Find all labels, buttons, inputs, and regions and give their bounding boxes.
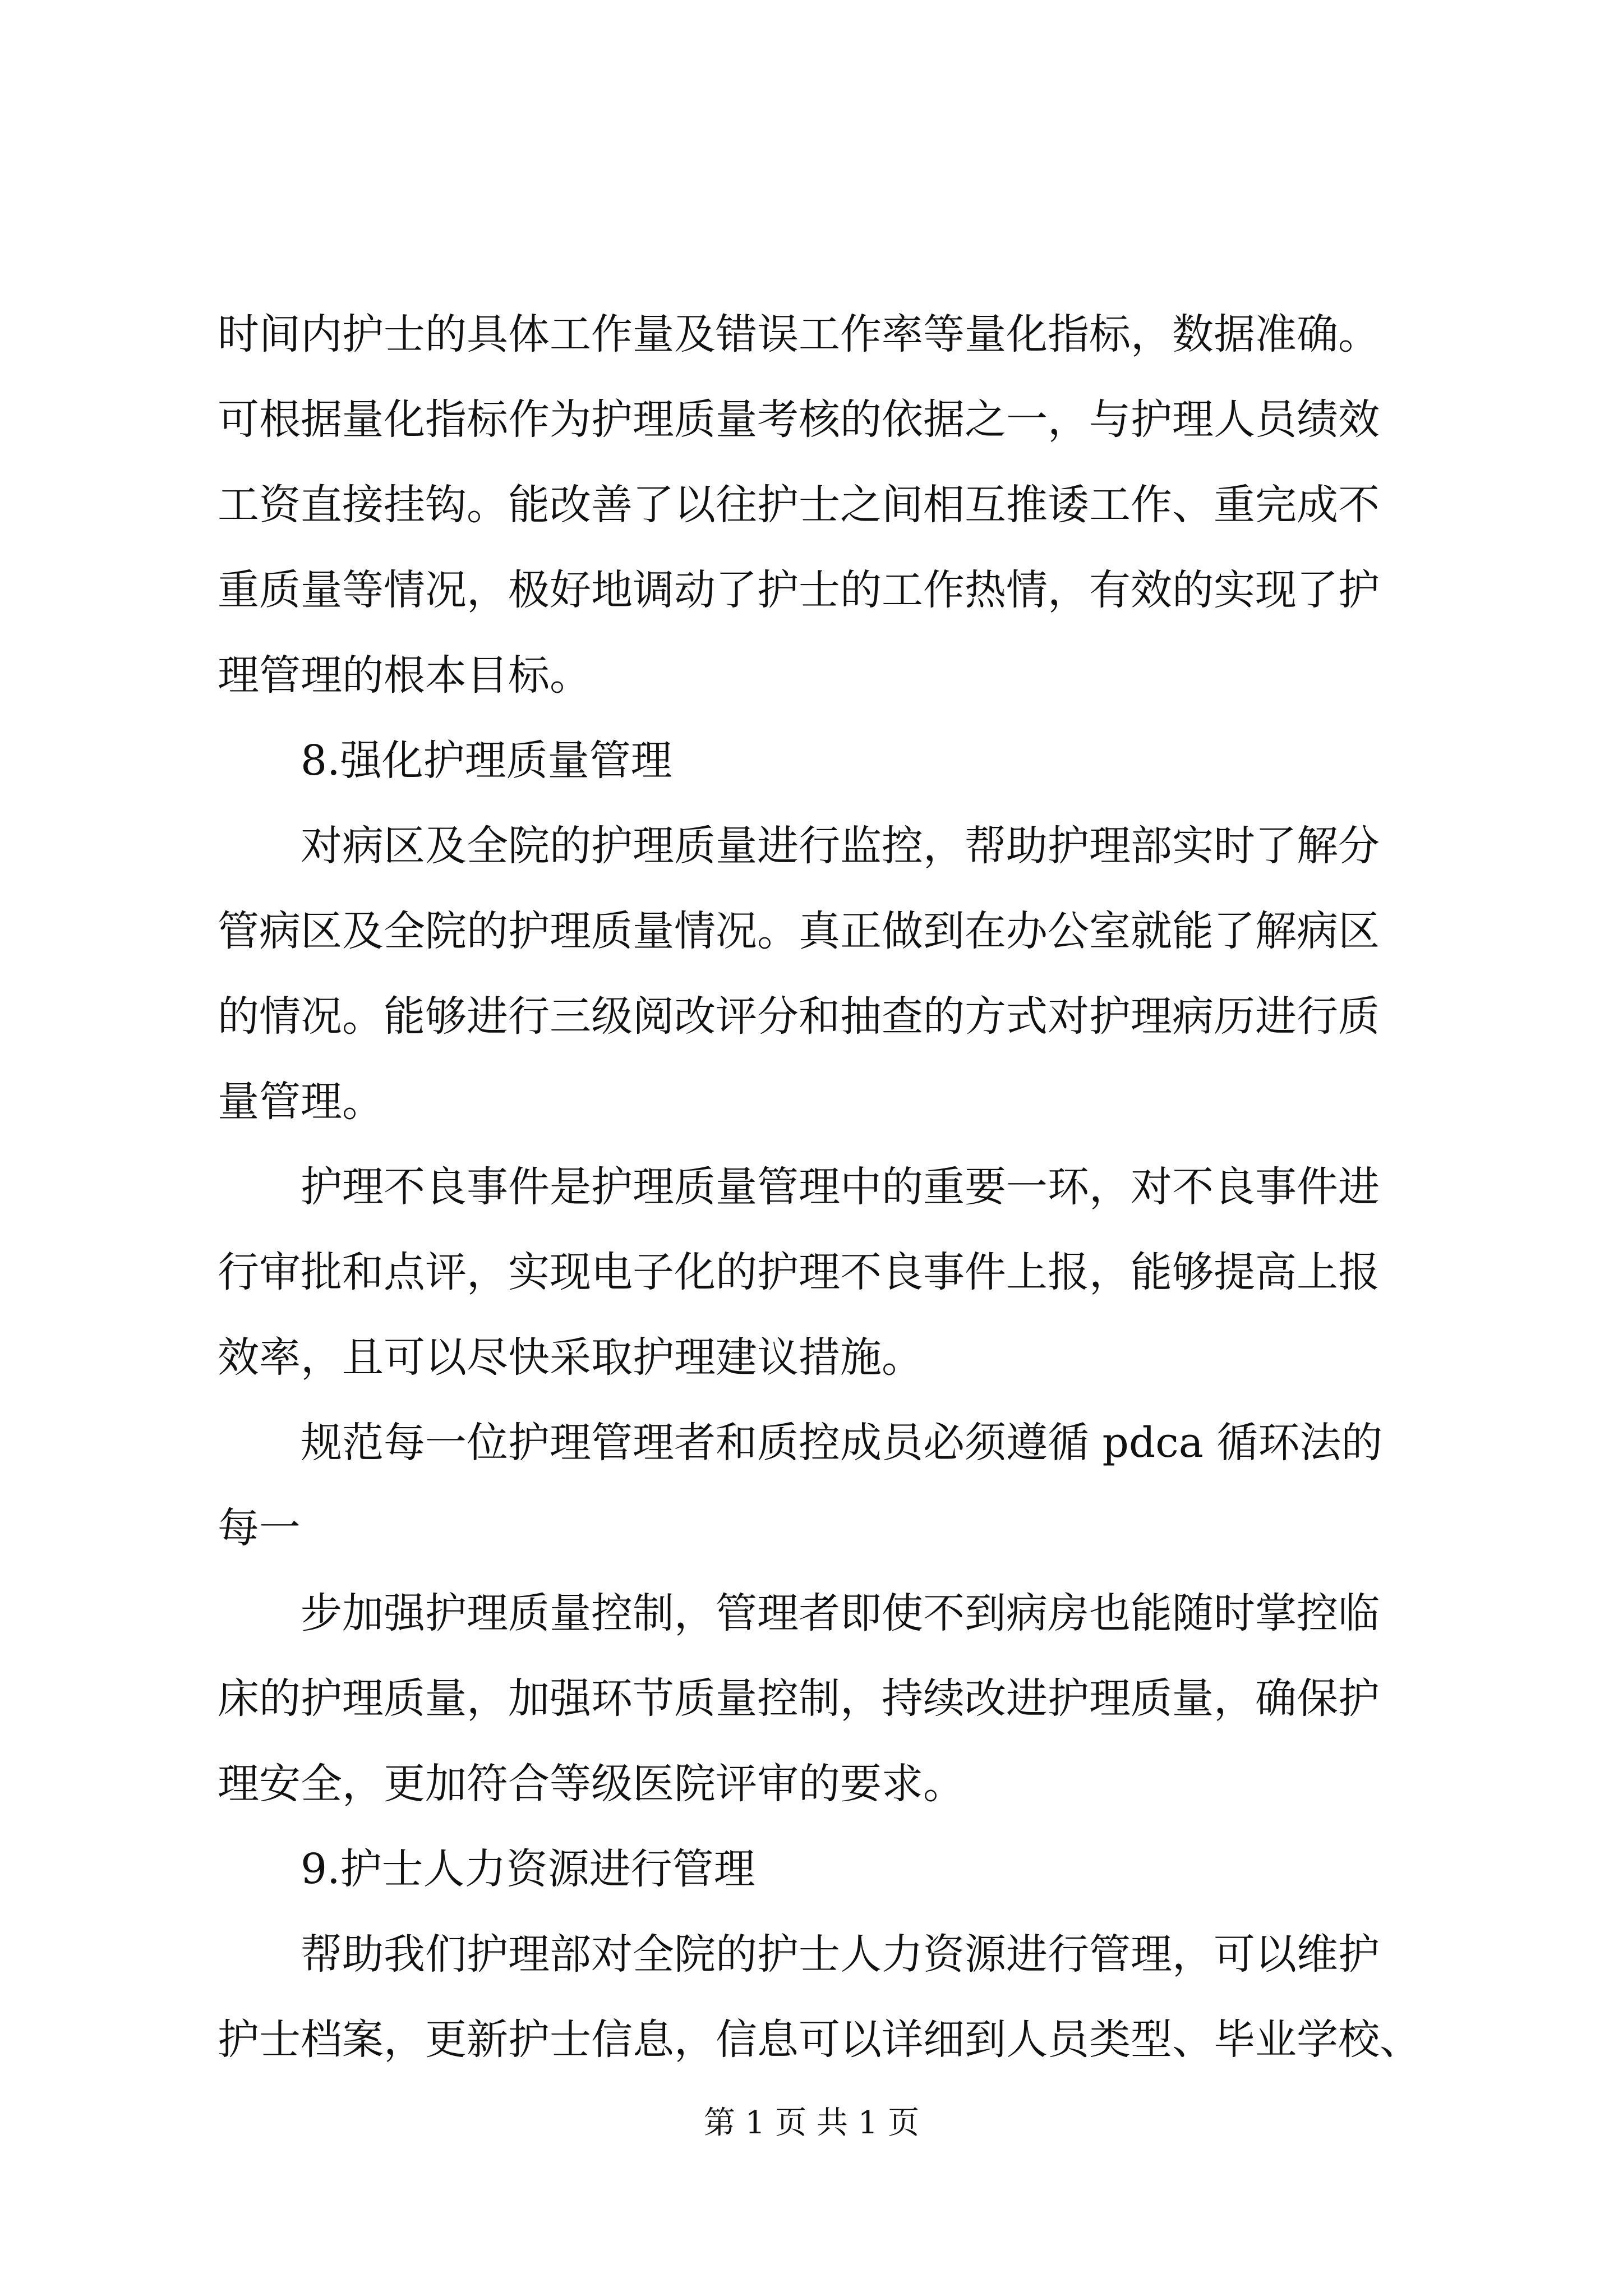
text-line: 规范每一位护理管理者和质控成员必须遵循 pdca 循环法的: [218, 1419, 1383, 1467]
text-line: 工资直接挂钩。能改善了以往护士之间相互推诿工作、重完成不: [218, 481, 1380, 529]
text-line: 帮助我们护理部对全院的护士人力资源进行管理，可以维护: [218, 1930, 1380, 1978]
section-heading: 8.强化护理质量管理: [218, 737, 672, 785]
text-line: 护士档案，更新护士信息，信息可以详细到人员类型、毕业学校、: [218, 2016, 1421, 2064]
text-line: 量管理。: [218, 1078, 384, 1126]
text-line: 对病区及全院的护理质量进行监控，帮助护理部实时了解分: [218, 822, 1380, 870]
text-line: 理安全，更加符合等级医院评审的要求。: [218, 1760, 965, 1808]
text-line: 时间内护士的具体工作量及错误工作率等量化指标，数据准确。: [218, 310, 1380, 358]
text-line: 每一: [218, 1504, 301, 1552]
text-line: 步加强护理质量控制，管理者即使不到病房也能随时掌控临: [218, 1589, 1380, 1637]
text-line: 管病区及全院的护理质量情况。真正做到在办公室就能了解病区: [218, 907, 1380, 955]
page-footer: 第 1 页 共 1 页: [703, 2105, 920, 2141]
text-line: 重质量等情况，极好地调动了护士的工作热情，有效的实现了护: [218, 566, 1380, 614]
text-line: 护理不良事件是护理质量管理中的重要一环，对不良事件进: [218, 1163, 1380, 1211]
text-line: 理管理的根本目标。: [218, 651, 591, 700]
body-text: [218, 292, 1424, 2082]
text-line: 可根据量化指标作为护理质量考核的依据之一，与护理人员绩效: [218, 395, 1380, 444]
text-line: 的情况。能够进行三级阅改评分和抽查的方式对护理病历进行质: [218, 992, 1380, 1041]
text-line: 行审批和点评，实现电子化的护理不良事件上报，能够提高上报: [218, 1248, 1380, 1296]
text-line: 床的护理质量，加强环节质量控制，持续改进护理质量，确保护: [218, 1674, 1380, 1723]
section-heading: 9.护士人力资源进行管理: [218, 1845, 755, 1893]
text-line: 效率，且可以尽快采取护理建议措施。: [218, 1333, 923, 1382]
